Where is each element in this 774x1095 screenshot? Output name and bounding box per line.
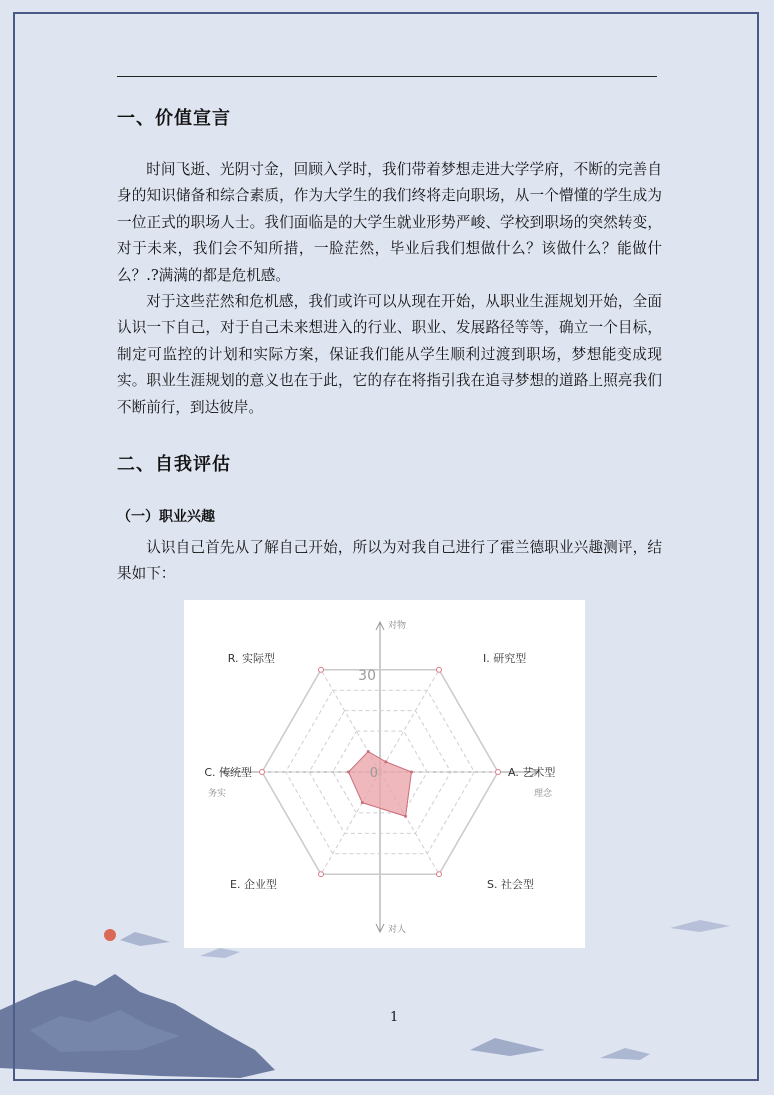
distant-hill-shape — [120, 932, 170, 946]
paragraph-1: 时间飞逝、光阴寸金，回顾入学时，我们带着梦想走进大学学府，不断的完善自身的知识储备和综合素质，作为大学生的我们终将走向职场，从一个懵懂的学生成为一位正式的职场人士。我们面临是的大学生就业形势严峻、学校到职场的突然转变，对于未来，我们会不知所措，一脸茫然，毕业后我们想做什么？该做什么？能做什么？.?满满的都是危机感。 — [117, 161, 662, 284]
distant-hill-shape — [670, 920, 730, 932]
distant-hill-shape — [470, 1038, 545, 1056]
radar-scale-zero-label: 0 — [369, 766, 378, 781]
radar-spoke — [380, 670, 439, 772]
radar-category-label: I. 研究型 — [483, 651, 527, 665]
section-title-value-statement: 一、价值宣言 — [117, 108, 231, 129]
axis-label-left: 务实 — [208, 789, 227, 799]
radar-data-point — [361, 801, 364, 804]
radar-category-label: A. 艺术型 — [508, 766, 556, 779]
paragraph-2: 对于这些茫然和危机感，我们或许可以从现在开始，从职业生涯规划开始，全面认识一下自己，对于自己未来想进入的行业、职业、发展路径等等，确立一个目标，制定可监控的计划和实际方案，保证我们能从学生顺利过渡到职场，梦想能变成现实。职业生涯规划的意义也在于此，它的存在将指引我在追寻梦想的道路上照亮我们不断前行，到达彼岸。 — [117, 293, 662, 416]
distant-hill-shape — [200, 948, 240, 958]
radar-vertex-marker — [496, 770, 501, 775]
radar-data-point — [367, 750, 370, 753]
distant-hill-shape — [600, 1048, 650, 1060]
radar-data-point — [410, 771, 413, 774]
axis-label-top: 对物 — [388, 621, 407, 631]
ink-landscape-decoration — [0, 900, 774, 1095]
radar-category-label: C. 传统型 — [204, 766, 252, 779]
radar-vertex-marker — [437, 872, 442, 877]
radar-scale-max-label: 30 — [358, 668, 376, 684]
red-sun-icon — [104, 929, 116, 941]
holland-radar-chart — [184, 600, 585, 948]
radar-data-point — [404, 815, 407, 818]
radar-vertex-marker — [319, 667, 324, 672]
radar-vertex-marker — [437, 667, 442, 672]
radar-vertex-marker — [319, 872, 324, 877]
axis-label-right: 理念 — [534, 789, 553, 799]
header-rule — [117, 76, 657, 77]
intro-paragraphs — [117, 157, 662, 421]
radar-category-label: S. 社会型 — [487, 878, 534, 892]
radar-data-point — [384, 760, 387, 763]
axis-label-bottom: 对人 — [388, 925, 407, 935]
paragraph-3: 认识自己首先从了解自己开始，所以为对我自己进行了霍兰德职业兴趣测评，结果如下： — [117, 539, 662, 583]
radar-data-point — [347, 771, 350, 774]
subsection-paragraph — [117, 535, 662, 588]
radar-category-label: E. 企业型 — [230, 878, 277, 892]
radar-vertex-marker — [260, 770, 265, 775]
subsection-title-career-interest: （一）职业兴趣 — [117, 509, 215, 525]
radar-category-label: R. 实际型 — [227, 651, 275, 665]
page-number: 1 — [390, 1010, 399, 1025]
radar-data-area — [349, 752, 412, 817]
section-title-self-assessment: 二、自我评估 — [117, 454, 231, 475]
